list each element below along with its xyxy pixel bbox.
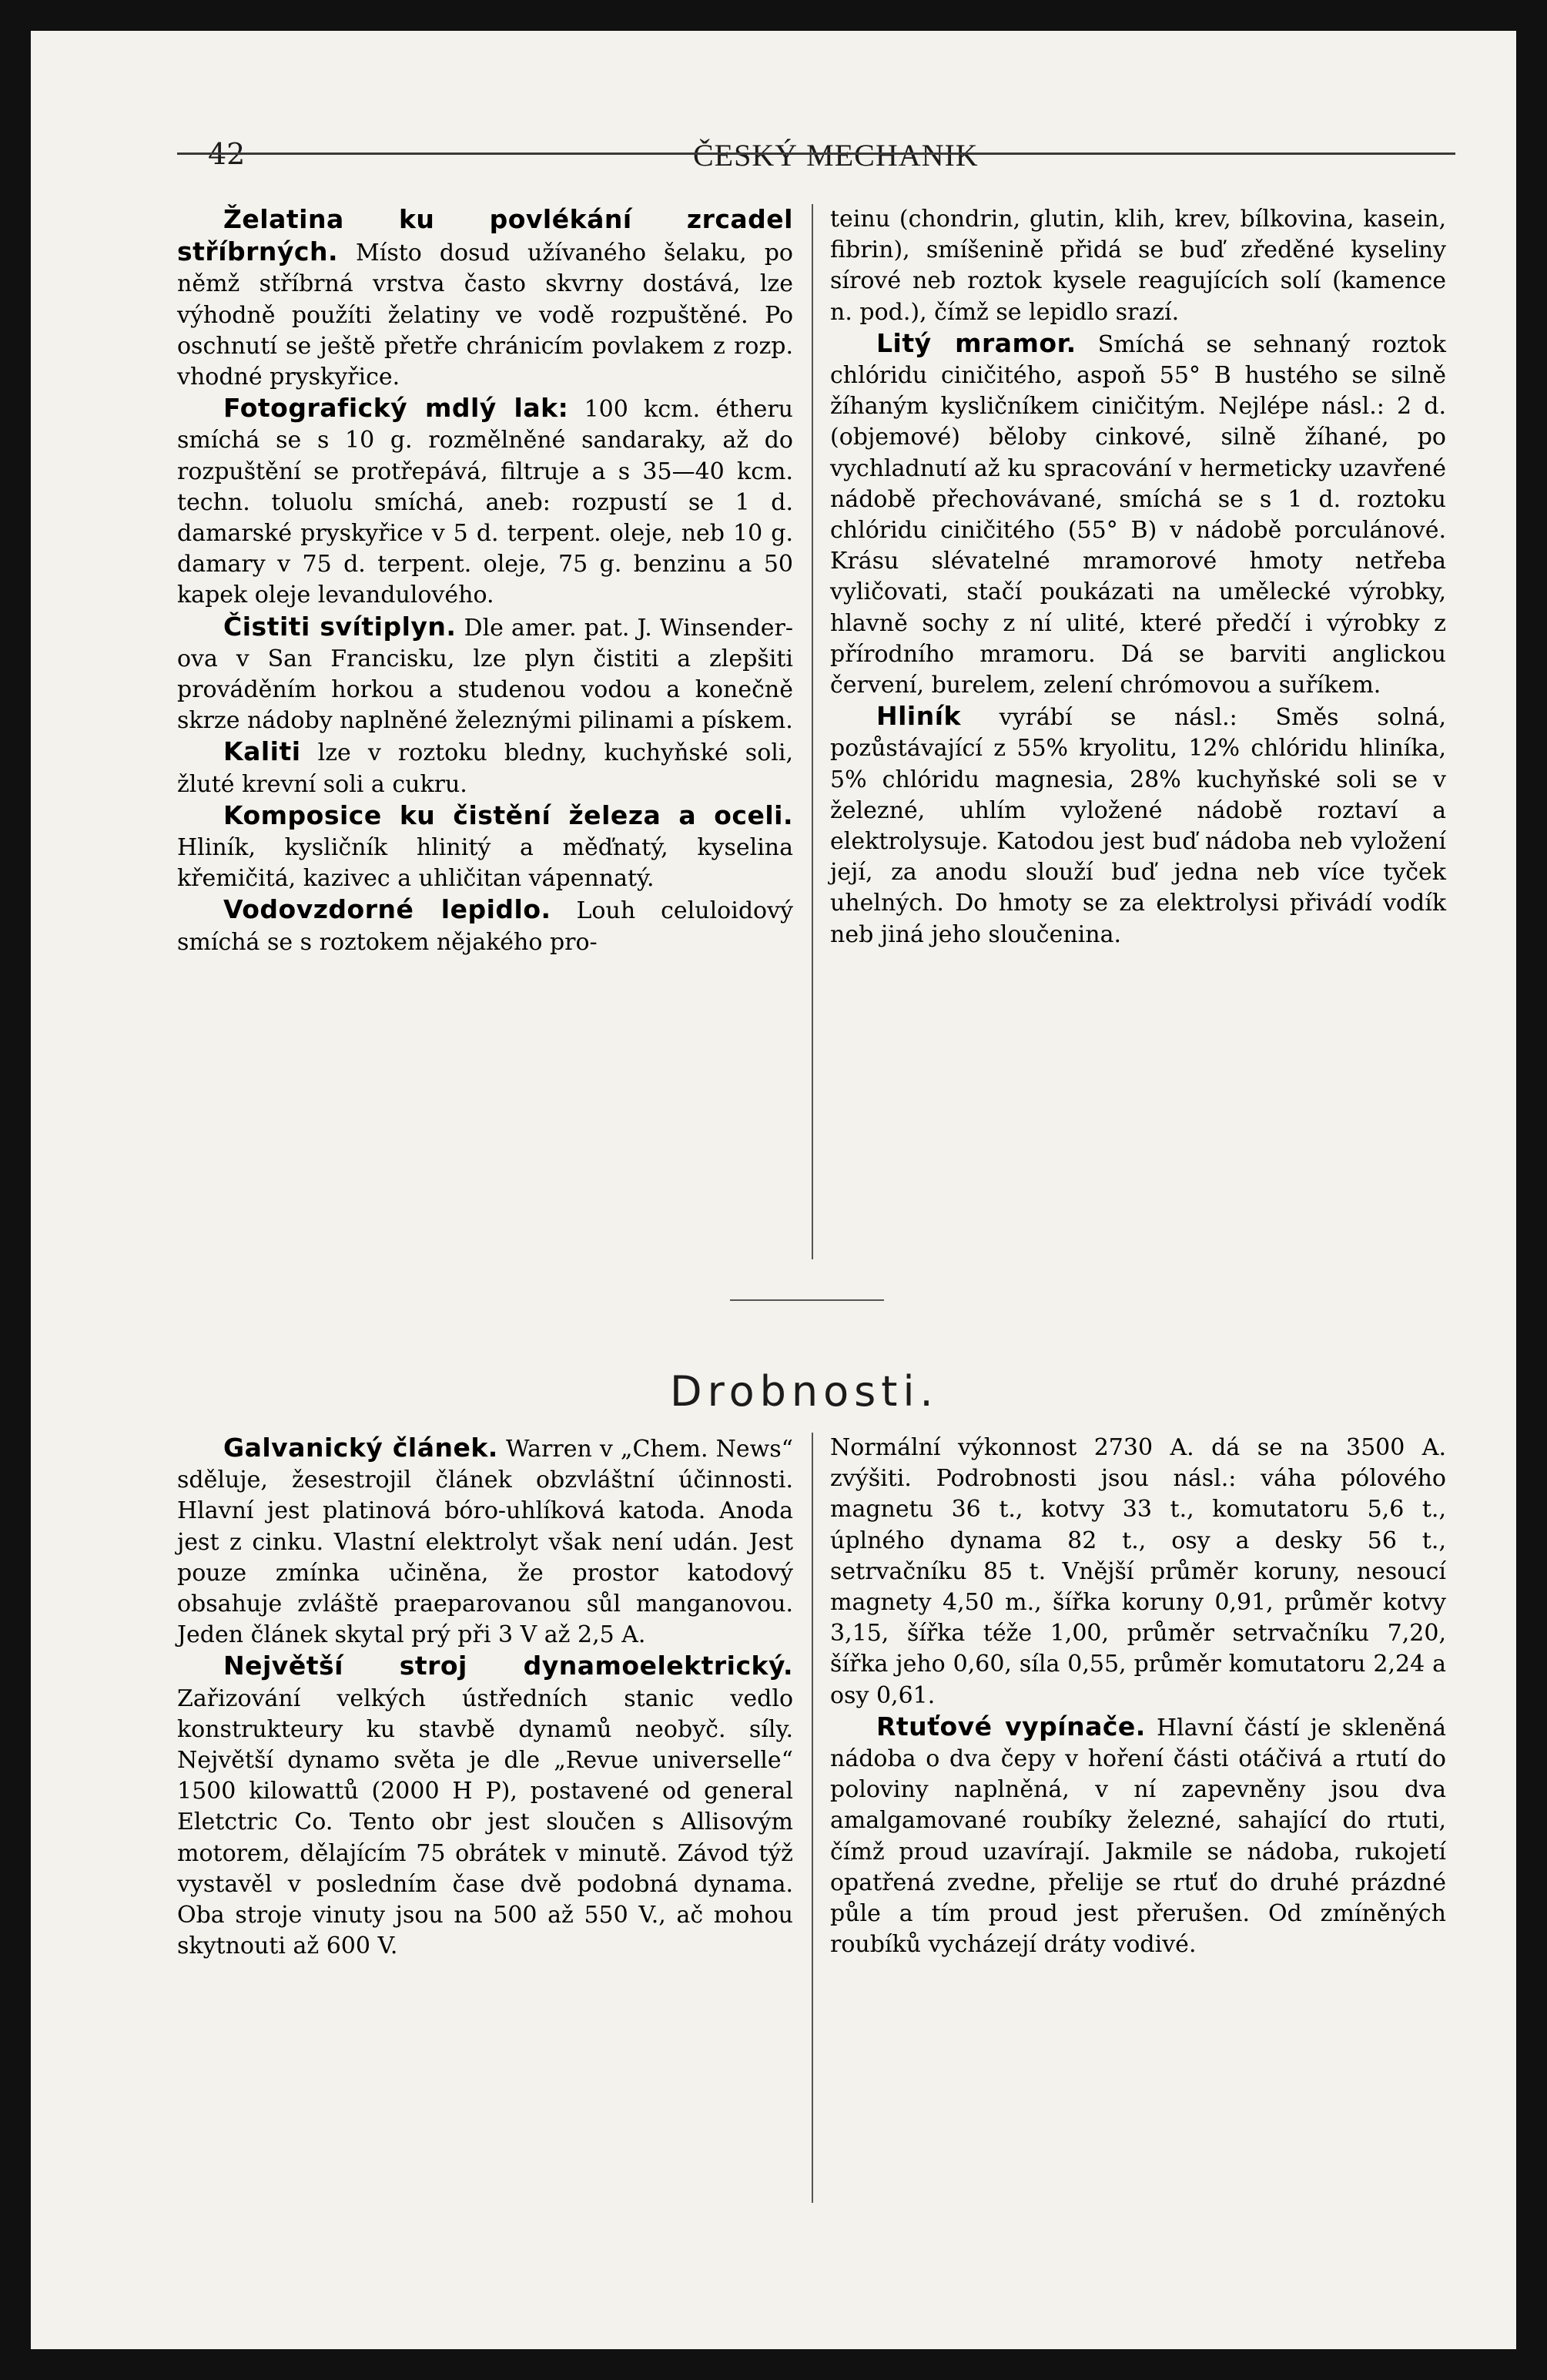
article-heading: Litý mramor. — [876, 327, 1077, 358]
article-hlinik — [830, 701, 1446, 950]
article-text: Místo dosud užívaného šelaku, po němž stříbrná vrstva často skvrny dostává, lze výhodně použíti želatiny ve vodě rozpuštěné. Po oschnutí se ještě přetře chránicím povlakem z rozp. vhodné pryskyřice. — [177, 240, 793, 391]
top-left-column — [177, 204, 793, 958]
article-rtutove-vypinace — [830, 1711, 1446, 1961]
article-nejvetsi-stroj — [177, 1651, 793, 1962]
article-text: lze v roztoku bledny, kuchyňské soli, žluté krevní soli a cukru. — [177, 739, 793, 798]
article-heading: Čistiti svítiplyn. — [223, 611, 457, 642]
article-text: Smíchá se sehnaný roztok chlóridu ciničitého, aspoň 55° B hustého se silně žíhaným kysličníkem ciničitým. Nejlépe násl.: 2 d. (objemové) běloby cinkové, silně žíhané, po vychladnutí až ku spracování v hermeticky uzavřené nádobě přechovávané, smíchá se s 1 d. roztoku chlóridu ciničitého (55° B) v nádobě porculánové. Krásu slévatelné mramorové hmoty netřeba vyličovati, stačí poukázati na umělecké výrobky, hlavně sochy z ní ulité, které předčí i výrobky z přírodního mramoru. Dá se barviti anglickou červení, burelem, zelení chrómovou a suříkem. — [830, 330, 1446, 699]
column-divider — [812, 204, 813, 1259]
article-lity-mramor — [830, 328, 1446, 701]
article-nejvetsi-stroj-continued — [830, 1433, 1446, 1711]
bottom-left-column — [177, 1433, 793, 1962]
article-lepidlo — [177, 894, 793, 957]
page-header — [208, 114, 1478, 173]
article-heading: Rtuťové vypínače. — [876, 1711, 1146, 1741]
top-right-column — [830, 204, 1446, 950]
article-text: Hlavní částí je skleněná nádoba o dva čepy v hoření části otáčivá a rtutí do poloviny naplněná, v ní zapevněny jsou dva amalgamované roubíky železné, sahající do rtuti, čímž proud uzavírají. Jakmile se nádoba, rukojetí opatřená zvedne, přelije se rtuť do druhé prázdné půle a tím proud jest přerušen. Od zmíněných roubíků vycházejí dráty vodivé. — [830, 1714, 1447, 1959]
article-heading: Největší stroj dynamoelektrický. — [223, 1651, 793, 1681]
article-text: 100 kcm. étheru smíchá se s 10 g. rozmělněné sandaraky, až do rozpuštění se protřepává, filtruje a s 35—40 kcm. techn. toluolu smíchá, aneb: rozpustí se 1 d. damarské pryskyřice v 5 d. terpent. oleje, neb 10 g. damary v 75 d. terpent. oleje, 75 g. benzinu a 50 kapek oleje levandulového. — [177, 396, 793, 609]
article-lepidlo-continued — [830, 204, 1446, 328]
section-title: Drobnosti. — [670, 1367, 939, 1416]
article-heading: Kaliti — [223, 736, 301, 767]
column-divider — [812, 1433, 813, 2203]
bottom-right-column — [830, 1433, 1446, 1960]
article-text: vyrábí se násl.: Směs solná, pozůstávající z 55% kryolitu, 12% chlóridu hliníka, 5% chlóridu magnesia, 28% kuchyňské soli se v železné, uhlím vyložené nádobě roztaví a elektrolysuje. Katodou jest buď nádoba neb vyložení její, za anodu slouží buď jedna neb více tyček uhelných. Do hmoty se za elektrolysi přivádí vodík neb jiná jeho sloučenina. — [830, 704, 1446, 948]
journal-title: ČESKÝ MECHANIK — [693, 138, 979, 173]
article-text: Hliník, kysličník hlinitý a měďnatý, kyselina křemičitá, kazivec a uhličitan vápennatý. — [177, 834, 793, 893]
page-number: 42 — [208, 137, 246, 171]
article-galvanicky-clanek — [177, 1433, 793, 1651]
article-zelatina — [177, 204, 793, 393]
article-text: Zařizování velkých ústředních stanic vedlo konstrukteury ku stavbě dynamů neobyč. síly. Největší dynamo světa je dle „Revue universelle“ 1500 kilowattů (2000 H P), postavené od general Eletctric Co. Tento obr jest sloučen s Allisovým motorem, dělajícím 75 obrátek v minutě. Závod týž vystavěl v posledním čase dvě podobná dynama. Oba stroje vinuty jsou na 500 až 550 V., ač mohou skytnouti až 600 V. — [177, 1684, 793, 1960]
article-heading: Komposice ku čistění železa a oceli. — [223, 799, 793, 830]
article-heading: Hliník — [876, 701, 961, 732]
article-fotograficky-lak — [177, 393, 793, 611]
article-text: Normální výkonnost 2730 A. dá se na 3500 A. zvýšiti. Podrobnosti jsou násl.: váha pólového magnetu 36 t., kotvy 33 t., komutatoru 5,6 t., úplného dynama 82 t., osy a desky 56 t., setrvačníku 85 t. Vnější průměr koruny, nesoucí magnety 4,50 m., šířka koruny 0,91, průměr kotvy 3,15, šířka téže 1,00, průměr setrvačníku 7,20, šířka jeho 0,60, síla 0,55, průměr komutatoru 2,24 a osy 0,61. — [830, 1434, 1446, 1709]
article-heading: Galvanický článek. — [223, 1433, 498, 1463]
article-heading: Fotografický mdlý lak: — [223, 393, 569, 424]
article-svitiplyn — [177, 612, 793, 737]
header-divider — [177, 153, 1455, 155]
article-text: Louh celuloidový smíchá se s roztokem nějakého pro- — [177, 897, 793, 956]
article-kaliti — [177, 736, 793, 799]
article-komposice — [177, 800, 793, 895]
article-text: teinu (chondrin, glutin, klih, krev, bílkovina, kasein, fibrin), smíšenině přidá se buď zředěné kyseliny sírové neb roztok kysele reagujících solí (kamence n. pod.), čímž se lepidlo srazí. — [830, 206, 1446, 326]
article-text: Warren v „Chem. News“ sděluje, žesestrojil článek obzvláštní účinnosti. Hlavní jest platinová bóro-uhlíková katoda. Anoda jest z cinku. Vlastní elektrolyt však není udán. Jest pouze zmínka učiněna, že prostor katodový obsahuje zvláště praeparovanou sůl manganovou. Jeden článek skytal prý při 3 V až 2,5 A. — [177, 1436, 793, 1649]
article-heading: Želatina ku povlékání zrcadel stříbrných. — [177, 204, 793, 267]
article-text: Dle amer. pat. J. Winsender-ova v San Francisku, lze plyn čistiti a zlepšiti prováděním horkou a studenou vodou a konečně skrze nádoby naplněné železnými pilinami a pískem. — [177, 614, 794, 735]
article-heading: Vodovzdorné lepidlo. — [223, 894, 551, 925]
section-divider — [730, 1299, 884, 1301]
